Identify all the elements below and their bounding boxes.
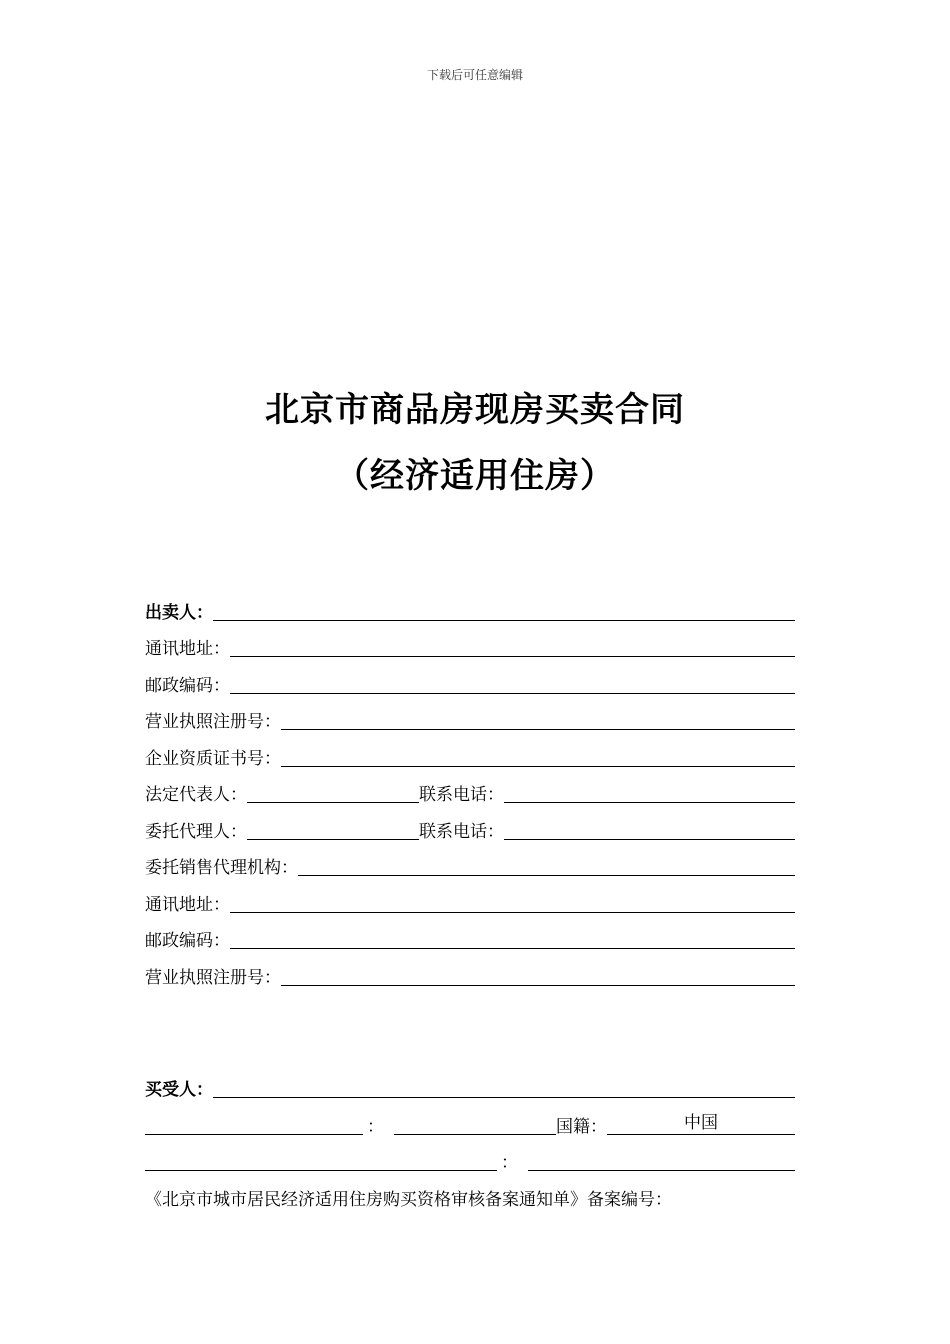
contract-party-form: [145, 586, 795, 1210]
page-header-note: 下载后可任意编辑: [426, 68, 523, 82]
nationality-label: 国籍：: [556, 1116, 607, 1137]
legal-rep-label: 法定代表人：: [145, 785, 247, 805]
buyer-extra-label-field[interactable]: [145, 1148, 497, 1171]
seller-address-field[interactable]: [230, 634, 795, 657]
sales-agency-label: 委托销售代理机构：: [145, 858, 298, 878]
seller-license-label: 营业执照注册号：: [145, 712, 281, 732]
agency-license-label: 营业执照注册号：: [145, 967, 281, 988]
sales-agency-field[interactable]: [298, 853, 795, 876]
agency-address-label: 通讯地址：: [145, 894, 230, 915]
seller-postcode-field[interactable]: [230, 671, 795, 694]
seller-postcode-label: 邮政编码：: [145, 675, 230, 696]
seller-row: [145, 586, 795, 623]
agent-label: 委托代理人：: [145, 821, 247, 842]
nationality-field[interactable]: 中国: [607, 1112, 795, 1135]
agency-postcode-field[interactable]: [230, 926, 795, 949]
agent-phone-label: 联系电话：: [419, 821, 504, 842]
seller-qualification-row: [145, 732, 795, 769]
agency-postcode-label: 邮政编码：: [145, 931, 230, 951]
agency-address-field[interactable]: [230, 890, 795, 913]
agency-license-row: [145, 951, 795, 988]
contract-subtitle: （经济适用住房）: [335, 456, 615, 496]
agency-address-row: [145, 878, 795, 915]
filing-note-row: [145, 1173, 795, 1210]
seller-address-row: [145, 623, 795, 660]
agent-field[interactable]: [247, 817, 419, 840]
contract-title: 北京市商品房现房买卖合同: [265, 390, 685, 430]
sales-agency-row: [145, 842, 795, 879]
agency-postcode-row: [145, 915, 795, 952]
seller-qualification-field[interactable]: [281, 744, 795, 767]
seller-postcode-row: [145, 659, 795, 696]
legal-rep-phone-field[interactable]: [504, 780, 795, 803]
buyer-id-type-field[interactable]: [145, 1112, 363, 1135]
buyer-field[interactable]: [213, 1075, 795, 1098]
buyer-id-colon: ：: [367, 1116, 384, 1137]
legal-rep-phone-label: 联系电话：: [419, 785, 504, 805]
buyer-extra-field[interactable]: [528, 1148, 795, 1171]
buyer-id-number-field[interactable]: [394, 1112, 556, 1135]
buyer-label: 买受人：: [145, 1080, 213, 1100]
seller-field[interactable]: [213, 598, 795, 621]
legal-rep-field[interactable]: [247, 780, 419, 803]
seller-label: 出卖人：: [145, 602, 213, 623]
legal-rep-row: [145, 769, 795, 806]
seller-address-label: 通讯地址：: [145, 639, 230, 659]
buyer-extra-colon: ：: [501, 1153, 518, 1173]
seller-qualification-label: 企业资质证书号：: [145, 748, 281, 769]
buyer-row: [145, 1064, 795, 1101]
seller-license-field[interactable]: [281, 707, 795, 730]
seller-license-row: [145, 696, 795, 733]
agency-license-field[interactable]: [281, 963, 795, 986]
buyer-extra-row: [145, 1137, 795, 1174]
buyer-id-row: [145, 1100, 795, 1137]
section-gap: [145, 988, 795, 1064]
agent-row: [145, 805, 795, 842]
agent-phone-field[interactable]: [504, 817, 795, 840]
filing-note-label: 《北京市城市居民经济适用住房购买资格审核备案通知单》备案编号：: [145, 1189, 672, 1210]
